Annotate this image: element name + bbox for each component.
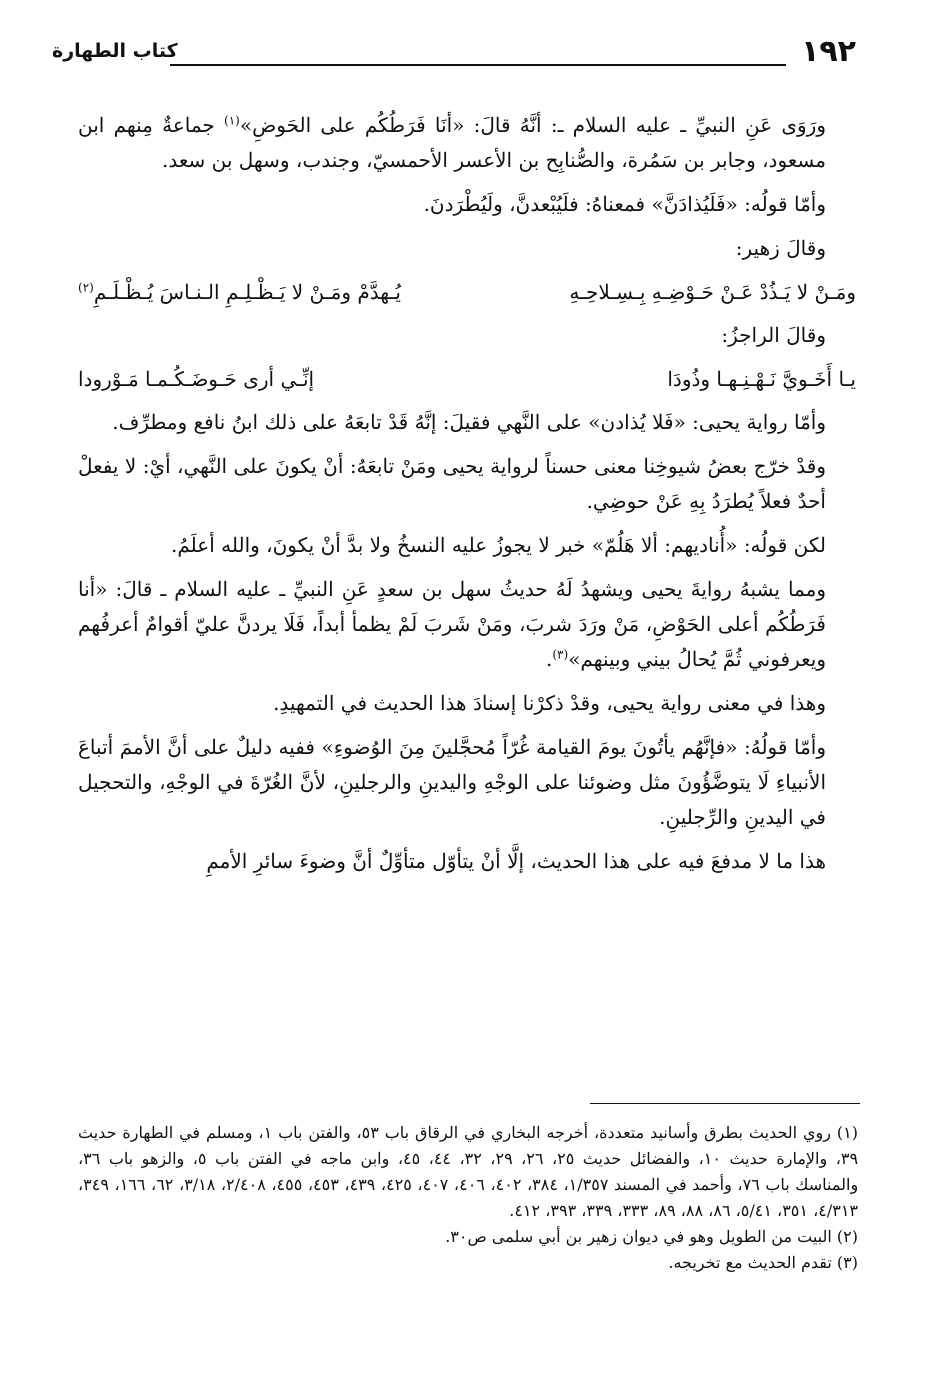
paragraph: وأمّا قولُه: «فَلَيُذادَنَّ» فمعناهُ: فلَيُبْعدنَّ، ولَيُطْرَدنَ.	[423, 192, 826, 216]
footnote: (١) روي الحديث بطرق وأسانيد متعددة، أخرجه البخاري في الرقاق باب ٥٣، والفتن باب ١، ومسلم في الطهارة حديث ٣٩، والإمارة حديث ١٠، والفضائل حديث ٢٥، ٢٦، ٢٩، ٣٢، ٤٤، ٤٥، وابن ماجه في الفتن باب ٥، والزهو باب ٣٦، والمناسك باب ٧٦، وأحمد في المسند ١/٣٥٧، ٣٨٤، ٤٠٢، ٤٠٦، ٤٠٧، ٤٢٥، ٤٣٩، ٤٥٣، ٤٥٥، ٢/٤٠٨، ٣/١٨، ٦٢، ١٦٦، ٣٤٩، ٤/٣١٣، ٣٥١، ٥/٤١، ٨٦، ٨٨، ٨٩، ٣٣٣، ٣٣٩، ٣٩٣، ٤١٢.	[78, 1123, 859, 1220]
verse-second-hemistich: يُـهدَّمْ ومَـنْ لا يَـظْـلِـمِ الـنـاسَ يُـظْـلَـمِ$^{(٢)}$	[78, 280, 401, 304]
verse-first-hemistich: ومَـنْ لا يَـذُدْ عَـنْ حَـوْضِـهِ بِـسِـلاحِـهِ	[569, 280, 856, 304]
paragraph: وقالَ الراجزُ:	[721, 323, 826, 347]
paragraph: وأمّا رواية يحيى: «فَلا يُذادن» على النَّهي فقيلَ: إنَّهُ قَدْ تابعَهُ على ذلك ابنُ نافع ومطرِّف.	[112, 410, 826, 434]
poem-verse	[78, 359, 856, 399]
page-number: ١٩٢	[801, 34, 856, 69]
paragraph: وهذا في معنى رواية يحيى، وقدْ ذكرْنا إسنادَ هذا الحديث في التمهيدِ.	[273, 691, 826, 715]
footnote: (٣) تقدم الحديث مع تخريجه.	[668, 1253, 858, 1272]
footnote-divider	[590, 1103, 860, 1104]
running-title: كتاب الطهارة	[52, 40, 178, 62]
paragraph: وقدْ خرّج بعضُ شيوخِنا معنى حسناً لرواية يحيى ومَنْ تابعَهُ: أنْ يكونَ على النَّهي، أيْ: لا يفعلْ أحدٌ فعلاً يُطرَدُ بِهِ عَنْ حوضِي.	[78, 454, 826, 513]
paragraph: ومما يشبهُ روايةَ يحيى ويشهدُ لَهُ حديثُ سهل بن سعدٍ عَنِ النبيِّ ـ عليه السلام ـ قالَ: «أنا فَرَطُكُم أعلى الحَوْضِ، مَنْ ورَدَ شربَ، ومَنْ شَربَ لَمْ يظمأ أبداً، فَلَا يردنَّ عليّ أقوامٌ أعرفُهم ويعرفوني ثُمَّ يُحالُ بيني وبينهم»$^{(٣)}$.	[78, 577, 826, 671]
paragraph: وأمّا قولُهُ: «فإنَّهُم يأتُونَ يومَ القيامة غُرّاً مُحجَّلينَ مِنَ الوُضوءِ» ففيه دليلٌ على أنَّ الأممَ أتباعَ الأنبياءِ لَا يتوضَّؤُونَ مثل وضوئنا على الوجْهِ واليدينِ والرجلينِ، لأنَّ الغُرّةَ في الوجْهِ، والتحجيل في اليدينِ والرِّجلينِ.	[78, 735, 826, 829]
footnote-ref: (٣)	[552, 647, 569, 662]
footnote: (٢) البيت من الطويل وهو في ديوان زهير بن أبي سلمى ص٣٠.	[445, 1227, 858, 1246]
verse-second-hemistich: إنِّـي أرى حَـوضَـكُـمـا مَـوْرودا	[78, 367, 315, 391]
paragraph: هذا ما لا مدفعَ فيه على هذا الحديث، إلَّا أنْ يتأوّل متأوِّلٌ أنَّ وضوءَ سائرِ الأممِ	[206, 849, 826, 873]
paragraph: ورَوَى عَنِ النبيِّ ـ عليه السلام ـ: أنَّهُ قالَ: «أنَا فَرَطُكُم على الحَوضِ»$^{(١)}$ جماعةٌ مِنهم ابن مسعود، وجابر بن سَمُرة، والصُّنابِح بن الأعسر الأحمسيّ، وجندب، وسهل بن سعد.	[78, 113, 826, 172]
footnote-ref: (١)	[224, 113, 240, 128]
paragraph: لكن قولُه: «أُناديهم: ألا هَلُمّ» خبر لا يجوزُ عليه النسخُ ولا بدَّ أنْ يكونَ، والله أعلَمُ.	[171, 533, 826, 557]
footnotes	[78, 1120, 858, 1276]
verse-first-hemistich: يـا أَخَـويَّ نَـهْـنِـهـا وذُودَا	[667, 367, 856, 391]
page-header	[52, 30, 856, 70]
footnote-ref: (٢)	[78, 280, 94, 295]
paragraph: وقالَ زهير:	[735, 236, 826, 260]
poem-verse	[78, 272, 856, 312]
main-text	[78, 108, 866, 879]
header-rule	[170, 64, 786, 66]
